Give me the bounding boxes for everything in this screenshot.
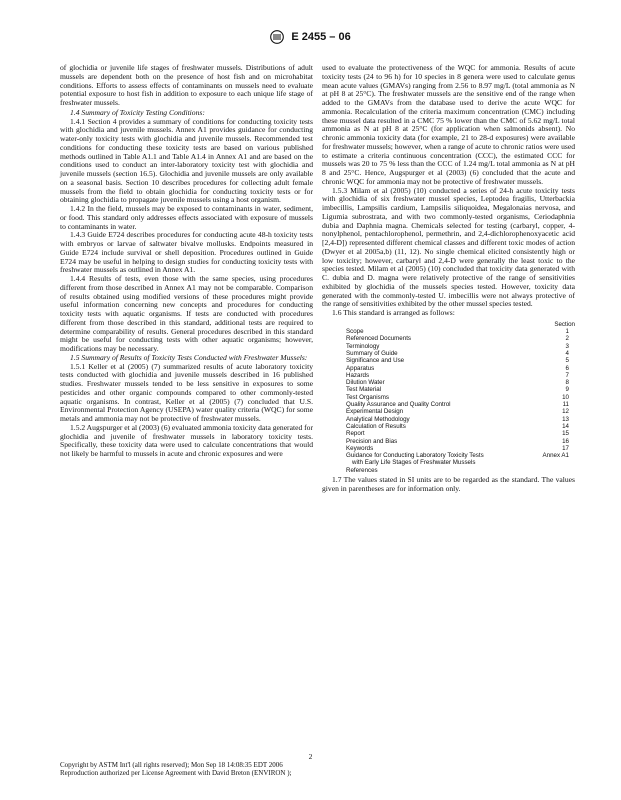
paragraph: 1.5.3 Milam et al (2005) (10) conducted a series of 24-h acute toxicity tests with glochidia of six freshwater mussel species, Leptodea fragilis, Utterbackia imbecillis, Lampsilis cardium, Lampsilis siliquoidea, Megalonaias nervosa, and Ligumia subrostrata, and with two commonly-tested organisms, Ceriodaphnia dubia and Daphnia magna. Chemicals selected for testing (carbaryl, copper, 4-nonylphenol, pentachlorophenol, permethrin, and 2,4-dichlorophenoxyacetic acid [2,4-D]) represented different chemical classes and different toxic modes of action (Dwyer et al 2005a,b) (11, 12). No single chemical elicited consistently high or low toxicity; however, carbaryl and 2,4-D were generally the least toxic to the species tested. Milam et al (2005) (10) concluded that toxicity data generated with C. dubia and D. magna were relatively protective of the range of sensitivities exhibited by glochidia of the mussels species tested. However, toxicity data generated with the commonly-tested U. imbecillis were not always protective of the range of sensitivities exhibited by the other mussel species tested. xyxy=(322,185,575,309)
table-row xyxy=(346,357,575,364)
table-cell-title: Calculation of Results xyxy=(346,422,406,430)
table-row xyxy=(346,408,575,415)
table-cell-title: Report xyxy=(346,430,365,438)
table-cell-title: Summary of Guide xyxy=(346,349,398,357)
designation: E 2455 – 06 xyxy=(291,30,351,43)
table-row xyxy=(346,416,575,423)
left-column xyxy=(60,64,313,459)
table-cell-section xyxy=(529,459,575,466)
paragraph: 1.4.4 Results of tests, even those with the same species, using procedures different from those described in Annex A1 may not be comparable. Comparison of results obtained using modified versions of these procedures might provide useful information concerning new concepts and procedures for conducting toxicity tests with aquatic organisms. If tests are conducted with procedures different from those described in this standard, additional tests are required to determine comparability of results. General procedures described in this standard might be useful for conducting tests with other aquatic organisms; however, modifications may be necessary. xyxy=(60,274,313,353)
table-cell-title: Test Material xyxy=(346,386,382,394)
table-cell-section: 7 xyxy=(565,371,569,379)
table-cell-section: 6 xyxy=(565,364,569,372)
table-cell-section: 4 xyxy=(565,349,569,357)
table-cell-title: Test Organisms xyxy=(346,393,389,401)
table-row xyxy=(346,379,575,386)
table-cell-section: 5 xyxy=(565,357,569,365)
astm-logo-icon xyxy=(270,30,284,44)
table-cell-section: 12 xyxy=(562,408,569,416)
table-row xyxy=(346,365,575,372)
table-row xyxy=(346,445,575,452)
table-cell-title: Dilution Water xyxy=(346,379,385,387)
paragraph: of glochidia or juvenile life stages of freshwater mussels. Distributions of adult mussels are dependent both on the presence of host fish and on microhabitat conditions. Efforts to assess effects of contaminants on mussels need to evaluate potential exposure to host fish in addition to exposure to each unique life stage of freshwater mussels. xyxy=(60,63,313,107)
table-row xyxy=(346,372,575,379)
section-table xyxy=(346,321,575,474)
table-row xyxy=(346,328,575,335)
table-cell-section: 17 xyxy=(562,444,569,452)
table-cell-title: Scope xyxy=(346,328,364,336)
table-cell-title: Experimental Design xyxy=(346,408,404,416)
paragraph: 1.5.1 Keller et al (2005) (7) summarized results of acute laboratory toxicity tests conducted with glochidia and juvenile mussels described in 16 published studies. Freshwater mussels tended to be less sensitive in exposures to some pesticides and other organic compounds compared to other commonly-tested aquatic organisms. In contrast, Keller et al (2005) (7) concluded that U.S. Environmental Protection Agency (USEPA) water quality criteria (WQC) for some metals and ammonia may not be protective of freshwater mussels. xyxy=(60,361,313,423)
paragraph: 1.4.3 Guide E724 describes procedures for conducting acute 48-h toxicity tests with embryos or larvae of saltwater bivalve mollusks. Endpoints measured in Guide E724 include survival or shell deposition. Procedures outlined in Guide E724 may be useful in helping to design studies for conducting toxicity tests with freshwater mussels as outlined in Annex A1. xyxy=(60,230,313,275)
section-heading: 1.5 Summary of Results of Toxicity Tests Conducted with Freshwater Mussels: xyxy=(70,352,308,362)
table-row xyxy=(346,430,575,437)
table-cell-title: Terminology xyxy=(346,342,380,350)
table-row xyxy=(346,459,575,466)
page-header xyxy=(0,30,621,44)
table-cell-section: Annex A1 xyxy=(542,452,569,460)
table-row xyxy=(346,452,575,459)
table-cell-title: Guidance for Conducting Laboratory Toxicity Tests xyxy=(346,452,484,460)
table-cell-section: 13 xyxy=(562,415,569,423)
paragraph: 1.4.2 In the field, mussels may be exposed to contaminants in water, sediment, or food. This standard only addresses effects associated with exposure of mussels to contaminants in water. xyxy=(60,204,313,231)
section-heading: 1.4 Summary of Toxicity Testing Conditions: xyxy=(70,107,205,117)
page-number: 2 xyxy=(308,752,313,761)
paragraph: 1.6 This standard is arranged as follows: xyxy=(332,308,455,317)
table-cell-section: 1 xyxy=(565,328,569,336)
table-row xyxy=(346,343,575,350)
table-row xyxy=(346,467,575,474)
table-row xyxy=(346,401,575,408)
table-cell-section: 15 xyxy=(562,430,569,438)
table-cell-title: Precision and Bias xyxy=(346,437,398,445)
table-cell-title: References xyxy=(346,466,378,474)
table-row xyxy=(346,438,575,445)
table-cell-title: Quality Assurance and Quality Control xyxy=(346,401,451,409)
table-row xyxy=(346,335,575,342)
paragraph: used to evaluate the protectiveness of the WQC for ammonia. Results of acute toxicity tests (24 to 96 h) for 10 species in 8 genera were used to calculate genus mean acute values (GMAVs) ranging from 2.56 to 8.97 mg/L (total ammonia as N at pH 8 at 25°C). The freshwater mussels are the sensitive end of the range when added to the GMAVs from the database used to derive the acute WQC for ammonia. Recalculation of the criteria maximum concentration (CMC) including these mussel data resulted in a CMC 75 % lower than the CMC of 5.62 mg/L total ammonia as N at pH 8 at 25°C (for application when salmonids absent). No chronic ammonia toxicity data (for example, 21 to 28-d exposures) were available for freshwater mussels; however, when a range of acute to chronic ratios were used to estimate a criteria continuous concentration (CCC), the estimated CCC for mussels was 20 to 75 % less than the CCC of 1.24 mg/L total ammonia as N at pH 8 and 25°C. Hence, Augspurger et al (2003) (6) concluded that the acute and chronic WQC for ammonia may not be protective of freshwater mussels. xyxy=(322,63,575,186)
table-cell-section: 2 xyxy=(565,335,569,343)
table-cell-section xyxy=(529,467,575,474)
table-cell-section: 9 xyxy=(565,386,569,394)
table-row xyxy=(346,350,575,357)
table-cell-title: Significance and Use xyxy=(346,357,405,365)
footer-line: Reproduction authorized per License Agreement with David Breton (ENVIRON ); xyxy=(60,769,292,778)
table-cell-title: with Early Life Stages of Freshwater Mussels xyxy=(352,459,476,467)
paragraph: 1.5.2 Augspurger et al (2003) (6) evaluated ammonia toxicity data generated for glochidia and juvenile of freshwater mussels in laboratory toxicity tests. Specifically, these toxicity data were used to calculate concentrations that would not likely be harmful to mussels in acute and chronic exposures and were xyxy=(60,422,313,458)
table-cell-title: Referenced Documents xyxy=(346,335,412,343)
table-header: Section xyxy=(554,320,575,328)
table-cell-title: Analytical Methodology xyxy=(346,415,410,423)
table-cell-section: 3 xyxy=(565,342,569,350)
table-row xyxy=(346,386,575,393)
footer-line: Copyright by ASTM Int'l (all rights reserved); Mon Sep 18 14:08:35 EDT 2006 xyxy=(60,761,283,769)
table-cell-section: 10 xyxy=(562,393,569,401)
table-cell-title: Hazards xyxy=(346,371,370,379)
table-cell-section: 16 xyxy=(562,437,569,445)
table-cell-title: Keywords xyxy=(346,444,374,452)
right-column xyxy=(322,64,575,493)
table-cell-title: Apparatus xyxy=(346,364,375,372)
table-cell-section: 8 xyxy=(565,379,569,387)
paragraph: 1.4.1 Section 4 provides a summary of conditions for conducting toxicity tests with glochidia and juvenile mussels. Annex A1 provides guidance for conducting water-only toxicity tests with glochidia and juvenile mussels. Recommended test conditions for conducting these toxicity tests are based on various published methods outlined in Table A1.1 and Table A1.4 in Annex A1 and are based on the conditions used to conduct an inter-laboratory toxicity test with glochidia and juvenile mussels (section 16.5). Glochidia and juvenile mussels are only available on a seasonal basis. Section 10 describes procedures for collecting adult female mussels from the field to obtain glochidia for conducting toxicity tests or for obtaining glochidia to propagate juvenile mussels using a host organism. xyxy=(60,116,313,205)
table-row xyxy=(346,394,575,401)
table-cell-section: 11 xyxy=(562,401,569,409)
paragraph: 1.7 The values stated in SI units are to be regarded as the standard. The values given in parentheses are for information only. xyxy=(322,474,575,493)
copyright-footer xyxy=(60,761,560,777)
table-row xyxy=(346,423,575,430)
table-cell-section: 14 xyxy=(562,422,569,430)
